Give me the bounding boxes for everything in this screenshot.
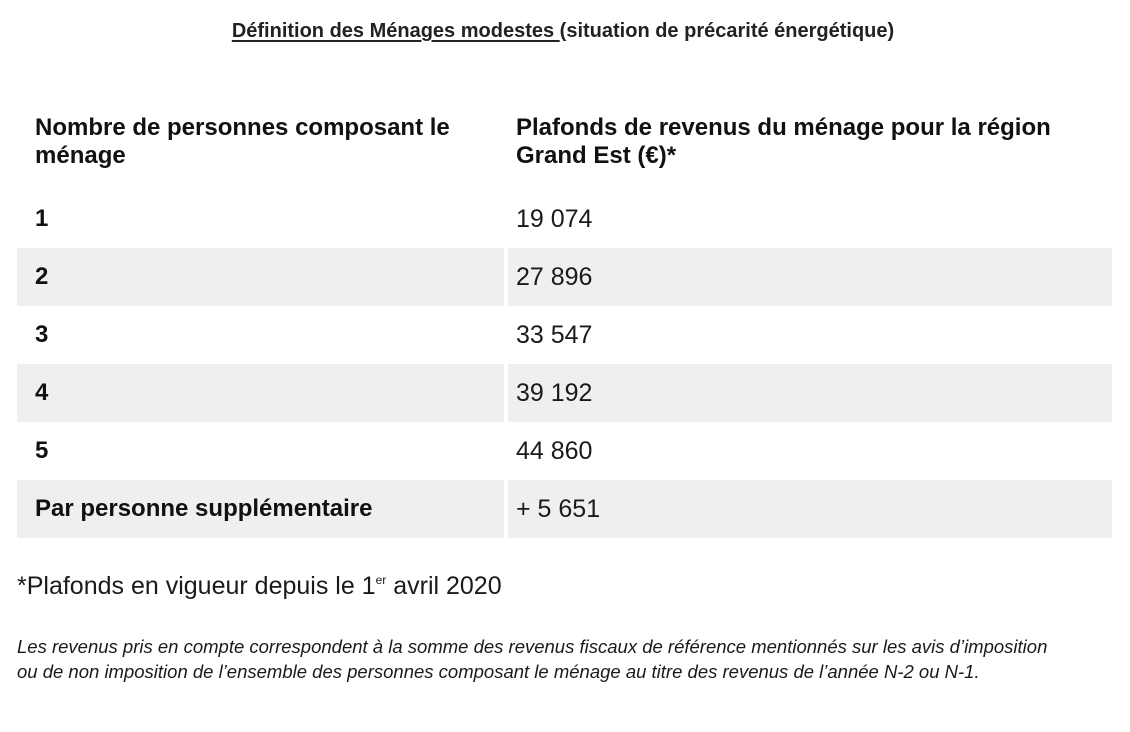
- income-ceiling-table: [17, 102, 1112, 538]
- row-persons: Par personne supplémentaire: [17, 480, 504, 538]
- row-ceiling: 19 074: [516, 204, 593, 233]
- page-title: [0, 20, 1126, 43]
- row-persons: 1: [35, 205, 49, 232]
- table-header-row: [17, 102, 1112, 190]
- header-persons: Nombre de personnes composant le ménage: [35, 114, 450, 169]
- footnote-text-end: avril 2020: [386, 572, 502, 600]
- row-ceiling: 33 547: [516, 320, 593, 349]
- table-row: [17, 306, 1112, 364]
- row-ceiling: 27 896: [508, 248, 1112, 306]
- footnote: [17, 572, 502, 601]
- row-persons: 4: [17, 364, 504, 422]
- row-ceiling: + 5 651: [508, 480, 1112, 538]
- row-ceiling: 44 860: [516, 436, 593, 465]
- footnote-text: *Plafonds en vigueur depuis le 1: [17, 572, 376, 600]
- table-row: [17, 364, 1112, 422]
- title-underlined: Définition des Ménages modestes: [231, 20, 560, 42]
- row-persons: 3: [35, 321, 49, 348]
- title-rest: (situation de précarité énergétique): [559, 20, 895, 42]
- row-persons: 2: [17, 248, 504, 306]
- header-ceiling: Plafonds de revenus du ménage pour la région Grand Est (€)*: [516, 114, 1051, 169]
- table-row: [17, 480, 1112, 538]
- income-note: Les revenus pris en compte correspondent à la somme des revenus fiscaux de référence mentionnés sur les avis d’imposition ou de non imposition de l’ensemble des personnes composant le ménage au titre des revenus de l’année N-2 ou N-1.: [17, 636, 1048, 682]
- table-row: [17, 248, 1112, 306]
- footnote-superscript: er: [375, 573, 387, 587]
- row-ceiling: 39 192: [508, 364, 1112, 422]
- table-row: [17, 422, 1112, 480]
- row-persons: 5: [35, 437, 49, 464]
- table-row: [17, 190, 1112, 248]
